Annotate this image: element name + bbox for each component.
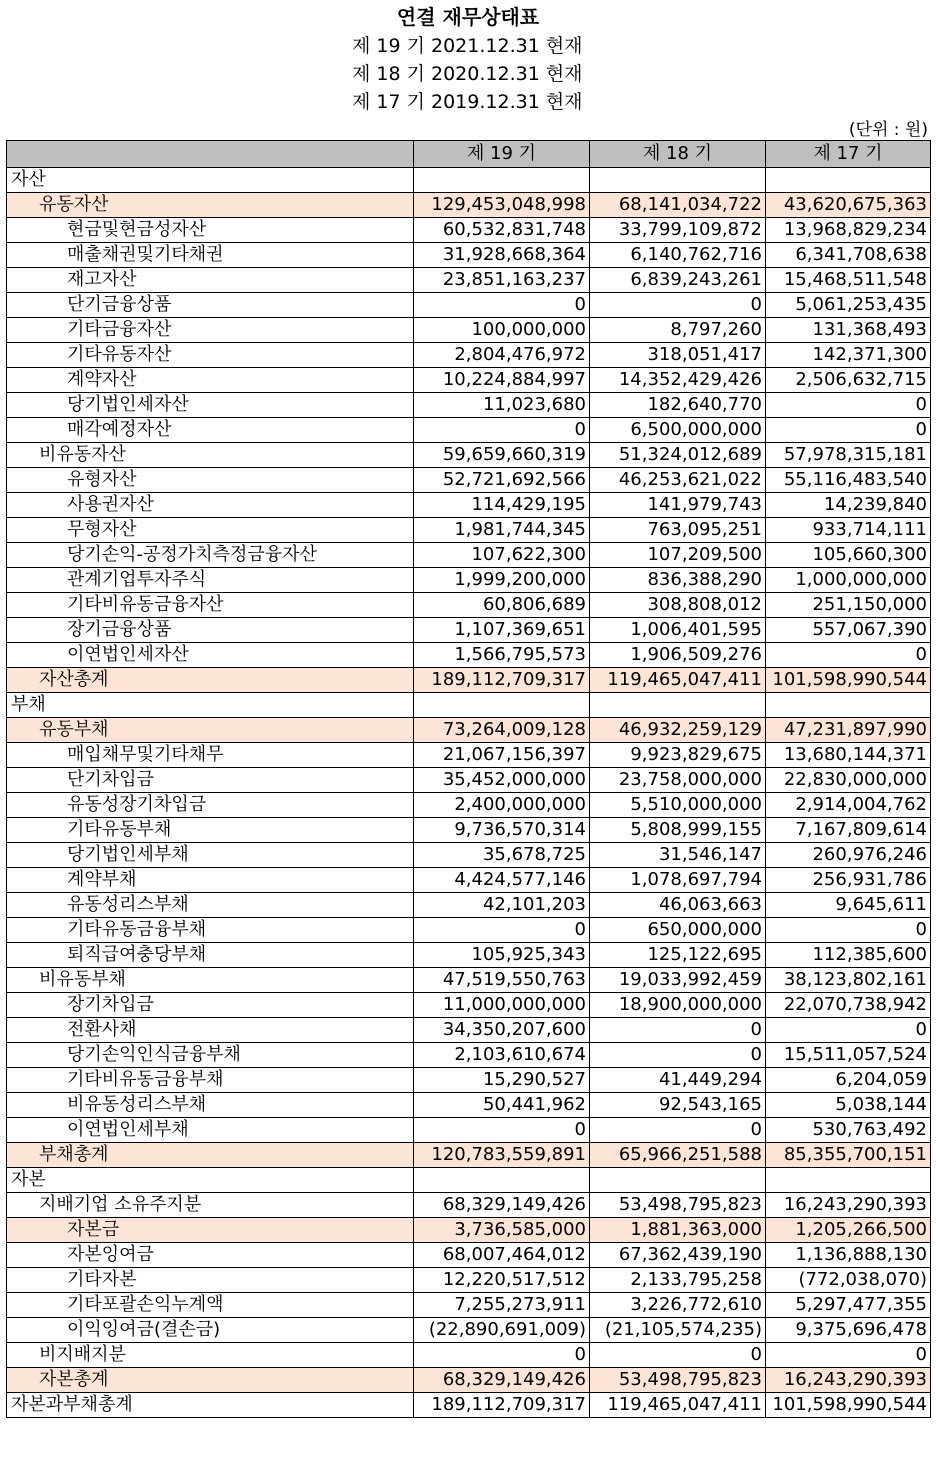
table-row [7, 1193, 931, 1218]
amount-cell: 101,598,990,544 [766, 1393, 931, 1418]
account-label: 계약부채 [7, 868, 414, 893]
amount-cell: 0 [414, 918, 590, 943]
account-label: 무형자산 [7, 518, 414, 543]
period-line-19: 제 19 기 2021.12.31 현재 [352, 35, 583, 57]
amount-cell: 19,033,992,459 [590, 968, 766, 993]
table-row [7, 718, 931, 743]
balance-sheet-table [6, 140, 931, 1418]
amount-cell: 2,804,476,972 [414, 343, 590, 368]
table-row [7, 993, 931, 1018]
amount-cell [590, 1168, 766, 1193]
amount-cell: 0 [766, 1018, 931, 1043]
table-row [7, 968, 931, 993]
table-row [7, 818, 931, 843]
amount-cell: 68,141,034,722 [590, 193, 766, 218]
amount-cell [766, 1168, 931, 1193]
amount-cell: 57,978,315,181 [766, 443, 931, 468]
table-row [7, 868, 931, 893]
account-label: 자산총계 [7, 668, 414, 693]
account-label: 지배기업 소유주지분 [7, 1193, 414, 1218]
amount-cell: 13,968,829,234 [766, 218, 931, 243]
amount-cell: 107,209,500 [590, 543, 766, 568]
account-label: 자본잉여금 [7, 1243, 414, 1268]
amount-cell [414, 1168, 590, 1193]
amount-cell: 8,797,260 [590, 318, 766, 343]
account-label: 부채 [7, 693, 414, 718]
amount-cell: 14,352,429,426 [590, 368, 766, 393]
account-label: 자산 [7, 168, 414, 193]
amount-cell: 650,000,000 [590, 918, 766, 943]
account-label: 현금및현금성자산 [7, 218, 414, 243]
amount-cell: 0 [766, 418, 931, 443]
table-row [7, 743, 931, 768]
account-label: 유동성장기차입금 [7, 793, 414, 818]
amount-cell: 1,566,795,573 [414, 643, 590, 668]
header-period-18: 제 18 기 [590, 141, 766, 168]
amount-cell: 189,112,709,317 [414, 668, 590, 693]
amount-cell: 1,906,509,276 [590, 643, 766, 668]
table-row [7, 643, 931, 668]
header-period-17: 제 17 기 [766, 141, 931, 168]
amount-cell: 836,388,290 [590, 568, 766, 593]
amount-cell: 23,851,163,237 [414, 268, 590, 293]
amount-cell: 256,931,786 [766, 868, 931, 893]
account-label: 기타유동부채 [7, 818, 414, 843]
account-label: 비지배지분 [7, 1343, 414, 1368]
amount-cell: 1,205,266,500 [766, 1218, 931, 1243]
amount-cell: 1,000,000,000 [766, 568, 931, 593]
amount-cell: 13,680,144,371 [766, 743, 931, 768]
amount-cell: 47,231,897,990 [766, 718, 931, 743]
amount-cell: 1,981,744,345 [414, 518, 590, 543]
amount-cell: 65,966,251,588 [590, 1143, 766, 1168]
table-row [7, 1243, 931, 1268]
account-label: 재고자산 [7, 268, 414, 293]
table-row [7, 793, 931, 818]
amount-cell: 7,255,273,911 [414, 1293, 590, 1318]
amount-cell: 141,979,743 [590, 493, 766, 518]
amount-cell: 41,449,294 [590, 1068, 766, 1093]
account-label: 전환사채 [7, 1018, 414, 1043]
amount-cell: 18,900,000,000 [590, 993, 766, 1018]
table-row [7, 393, 931, 418]
table-row [7, 168, 931, 193]
amount-cell: 0 [414, 1343, 590, 1368]
account-label: 매각예정자산 [7, 418, 414, 443]
table-row [7, 443, 931, 468]
amount-cell: 0 [766, 393, 931, 418]
account-label: 기타비유동금융자산 [7, 593, 414, 618]
amount-cell: 4,424,577,146 [414, 868, 590, 893]
account-label: 기타비유동금융부채 [7, 1068, 414, 1093]
amount-cell: 3,736,585,000 [414, 1218, 590, 1243]
amount-cell: 0 [414, 418, 590, 443]
table-row [7, 1268, 931, 1293]
account-label: 비유동부채 [7, 968, 414, 993]
amount-cell: 43,620,675,363 [766, 193, 931, 218]
amount-cell: 6,341,708,638 [766, 243, 931, 268]
amount-cell: 2,506,632,715 [766, 368, 931, 393]
amount-cell: 763,095,251 [590, 518, 766, 543]
account-label: 자본 [7, 1168, 414, 1193]
amount-cell: 21,067,156,397 [414, 743, 590, 768]
amount-cell: 5,061,253,435 [766, 293, 931, 318]
amount-cell: 14,239,840 [766, 493, 931, 518]
amount-cell: 47,519,550,763 [414, 968, 590, 993]
amount-cell: 1,881,363,000 [590, 1218, 766, 1243]
amount-cell: 31,928,668,364 [414, 243, 590, 268]
amount-cell: 33,799,109,872 [590, 218, 766, 243]
table-row [7, 193, 931, 218]
amount-cell: 0 [414, 1118, 590, 1143]
amount-cell: 60,806,689 [414, 593, 590, 618]
amount-cell: 85,355,700,151 [766, 1143, 931, 1168]
account-label: 기타금융자산 [7, 318, 414, 343]
amount-cell: 114,429,195 [414, 493, 590, 518]
amount-cell: 189,112,709,317 [414, 1393, 590, 1418]
amount-cell: 10,224,884,997 [414, 368, 590, 393]
amount-cell: 35,678,725 [414, 843, 590, 868]
amount-cell: 9,923,829,675 [590, 743, 766, 768]
account-label: 계약자산 [7, 368, 414, 393]
report-title [0, 1, 936, 30]
account-label: 부채총계 [7, 1143, 414, 1168]
amount-cell: 100,000,000 [414, 318, 590, 343]
table-row [7, 1218, 931, 1243]
period-line-17: 제 17 기 2019.12.31 현재 [352, 91, 583, 113]
account-label: 이연법인세자산 [7, 643, 414, 668]
unit-label: (단위 : 원) [848, 120, 928, 140]
table-row [7, 768, 931, 793]
amount-cell: 131,368,493 [766, 318, 931, 343]
amount-cell: 0 [590, 293, 766, 318]
amount-cell: 1,999,200,000 [414, 568, 590, 593]
amount-cell: 9,645,611 [766, 893, 931, 918]
amount-cell: 6,500,000,000 [590, 418, 766, 443]
amount-cell: 23,758,000,000 [590, 768, 766, 793]
account-label: 비유동성리스부채 [7, 1093, 414, 1118]
account-label: 이익잉여금(결손금) [7, 1318, 414, 1343]
table-row [7, 518, 931, 543]
amount-cell: 68,007,464,012 [414, 1243, 590, 1268]
amount-cell: 16,243,290,393 [766, 1193, 931, 1218]
table-row [7, 468, 931, 493]
amount-cell: 129,453,048,998 [414, 193, 590, 218]
amount-cell: 2,400,000,000 [414, 793, 590, 818]
amount-cell: 120,783,559,891 [414, 1143, 590, 1168]
amount-cell: 0 [766, 1343, 931, 1368]
amount-cell: 22,830,000,000 [766, 768, 931, 793]
account-label: 유동자산 [7, 193, 414, 218]
amount-cell: 125,122,695 [590, 943, 766, 968]
amount-cell: 15,511,057,524 [766, 1043, 931, 1068]
table-row [7, 218, 931, 243]
amount-cell: 42,101,203 [414, 893, 590, 918]
table-row [7, 1343, 931, 1368]
account-label: 당기손익인식금융부채 [7, 1043, 414, 1068]
amount-cell: 46,932,259,129 [590, 718, 766, 743]
amount-cell [766, 168, 931, 193]
account-label: 장기금융상품 [7, 618, 414, 643]
amount-cell: 6,140,762,716 [590, 243, 766, 268]
amount-cell: 59,659,660,319 [414, 443, 590, 468]
amount-cell: 11,023,680 [414, 393, 590, 418]
amount-cell [590, 168, 766, 193]
amount-cell: 5,510,000,000 [590, 793, 766, 818]
amount-cell: 107,622,300 [414, 543, 590, 568]
amount-cell: 15,290,527 [414, 1068, 590, 1093]
table-row [7, 1293, 931, 1318]
table-row [7, 593, 931, 618]
amount-cell: 53,498,795,823 [590, 1193, 766, 1218]
amount-cell: 0 [590, 1343, 766, 1368]
amount-cell: 38,123,802,161 [766, 968, 931, 993]
table-row [7, 368, 931, 393]
amount-cell: 1,107,369,651 [414, 618, 590, 643]
amount-cell: 52,721,692,566 [414, 468, 590, 493]
amount-cell: 0 [590, 1118, 766, 1143]
amount-cell: 2,914,004,762 [766, 793, 931, 818]
amount-cell: 53,498,795,823 [590, 1368, 766, 1393]
period-line-18: 제 18 기 2020.12.31 현재 [352, 63, 583, 85]
table-row [7, 418, 931, 443]
amount-cell: 15,468,511,548 [766, 268, 931, 293]
amount-cell: 0 [766, 918, 931, 943]
table-header-row [7, 141, 931, 168]
account-label: 퇴직급여충당부채 [7, 943, 414, 968]
amount-cell: 119,465,047,411 [590, 668, 766, 693]
amount-cell: 933,714,111 [766, 518, 931, 543]
table-row [7, 843, 931, 868]
table-row [7, 268, 931, 293]
table-row [7, 493, 931, 518]
table-row [7, 893, 931, 918]
amount-cell: (772,038,070) [766, 1268, 931, 1293]
amount-cell: (22,890,691,009) [414, 1318, 590, 1343]
account-label: 자본총계 [7, 1368, 414, 1393]
amount-cell: 182,640,770 [590, 393, 766, 418]
amount-cell: 6,839,243,261 [590, 268, 766, 293]
account-label: 자본과부채총계 [7, 1393, 414, 1418]
amount-cell: 3,226,772,610 [590, 1293, 766, 1318]
amount-cell: 308,808,012 [590, 593, 766, 618]
amount-cell: 6,204,059 [766, 1068, 931, 1093]
amount-cell: 35,452,000,000 [414, 768, 590, 793]
amount-cell: 92,543,165 [590, 1093, 766, 1118]
amount-cell: 1,078,697,794 [590, 868, 766, 893]
table-row [7, 668, 931, 693]
report-title-text: 연결 재무상태표 [396, 5, 540, 29]
table-row [7, 243, 931, 268]
table-row [7, 318, 931, 343]
table-row [7, 1168, 931, 1193]
account-label: 당기손익-공정가치측정금융자산 [7, 543, 414, 568]
account-label: 유형자산 [7, 468, 414, 493]
account-label: 단기차입금 [7, 768, 414, 793]
account-label: 유동성리스부채 [7, 893, 414, 918]
amount-cell: 0 [590, 1018, 766, 1043]
amount-cell: 73,264,009,128 [414, 718, 590, 743]
amount-cell: 5,297,477,355 [766, 1293, 931, 1318]
amount-cell: 7,167,809,614 [766, 818, 931, 843]
table-row [7, 293, 931, 318]
account-label: 관계기업투자주식 [7, 568, 414, 593]
header-period-19: 제 19 기 [414, 141, 590, 168]
amount-cell: 55,116,483,540 [766, 468, 931, 493]
amount-cell: 2,133,795,258 [590, 1268, 766, 1293]
amount-cell: 0 [414, 293, 590, 318]
amount-cell: 557,067,390 [766, 618, 931, 643]
account-label: 기타포괄손익누계액 [7, 1293, 414, 1318]
account-label: 사용권자산 [7, 493, 414, 518]
table-row [7, 618, 931, 643]
amount-cell: 5,038,144 [766, 1093, 931, 1118]
table-row [7, 568, 931, 593]
amount-cell: 112,385,600 [766, 943, 931, 968]
table-row [7, 1368, 931, 1393]
table-row [7, 1143, 931, 1168]
amount-cell: 22,070,738,942 [766, 993, 931, 1018]
amount-cell: 68,329,149,426 [414, 1193, 590, 1218]
amount-cell: 101,598,990,544 [766, 668, 931, 693]
amount-cell: 11,000,000,000 [414, 993, 590, 1018]
account-label: 기타유동자산 [7, 343, 414, 368]
account-label: 자본금 [7, 1218, 414, 1243]
amount-cell: 9,375,696,478 [766, 1318, 931, 1343]
table-row [7, 1043, 931, 1068]
table-row [7, 1393, 931, 1418]
table-row [7, 918, 931, 943]
table-row [7, 943, 931, 968]
amount-cell: 51,324,012,689 [590, 443, 766, 468]
table-row [7, 1068, 931, 1093]
table-row [7, 693, 931, 718]
table-row [7, 1018, 931, 1043]
account-label: 기타자본 [7, 1268, 414, 1293]
table-row [7, 343, 931, 368]
account-label: 비유동자산 [7, 443, 414, 468]
amount-cell: 46,063,663 [590, 893, 766, 918]
amount-cell: 2,103,610,674 [414, 1043, 590, 1068]
amount-cell: 318,051,417 [590, 343, 766, 368]
table-row [7, 1093, 931, 1118]
account-label: 기타유동금융부채 [7, 918, 414, 943]
account-label: 당기법인세부채 [7, 843, 414, 868]
amount-cell: 31,546,147 [590, 843, 766, 868]
amount-cell: 119,465,047,411 [590, 1393, 766, 1418]
account-label: 당기법인세자산 [7, 393, 414, 418]
account-label: 매입채무및기타채무 [7, 743, 414, 768]
amount-cell: 0 [590, 1043, 766, 1068]
amount-cell: 530,763,492 [766, 1118, 931, 1143]
account-label: 매출채권및기타채권 [7, 243, 414, 268]
amount-cell: 12,220,517,512 [414, 1268, 590, 1293]
amount-cell: 67,362,439,190 [590, 1243, 766, 1268]
amount-cell: 5,808,999,155 [590, 818, 766, 843]
amount-cell: 34,350,207,600 [414, 1018, 590, 1043]
amount-cell [590, 693, 766, 718]
account-label: 유동부채 [7, 718, 414, 743]
amount-cell: 251,150,000 [766, 593, 931, 618]
amount-cell: 260,976,246 [766, 843, 931, 868]
amount-cell: 46,253,621,022 [590, 468, 766, 493]
amount-cell: 0 [766, 643, 931, 668]
amount-cell [414, 693, 590, 718]
amount-cell: 105,925,343 [414, 943, 590, 968]
amount-cell: 1,136,888,130 [766, 1243, 931, 1268]
account-label: 이연법인세부채 [7, 1118, 414, 1143]
amount-cell: (21,105,574,235) [590, 1318, 766, 1343]
amount-cell: 9,736,570,314 [414, 818, 590, 843]
amount-cell: 1,006,401,595 [590, 618, 766, 643]
amount-cell: 142,371,300 [766, 343, 931, 368]
table-row [7, 1118, 931, 1143]
amount-cell: 68,329,149,426 [414, 1368, 590, 1393]
account-label: 단기금융상품 [7, 293, 414, 318]
account-label: 장기차입금 [7, 993, 414, 1018]
table-row [7, 1318, 931, 1343]
amount-cell: 50,441,962 [414, 1093, 590, 1118]
amount-cell [414, 168, 590, 193]
header-account [7, 141, 414, 168]
report-header [0, 0, 936, 140]
amount-cell: 60,532,831,748 [414, 218, 590, 243]
amount-cell [766, 693, 931, 718]
table-row [7, 543, 931, 568]
amount-cell: 105,660,300 [766, 543, 931, 568]
amount-cell: 16,243,290,393 [766, 1368, 931, 1393]
